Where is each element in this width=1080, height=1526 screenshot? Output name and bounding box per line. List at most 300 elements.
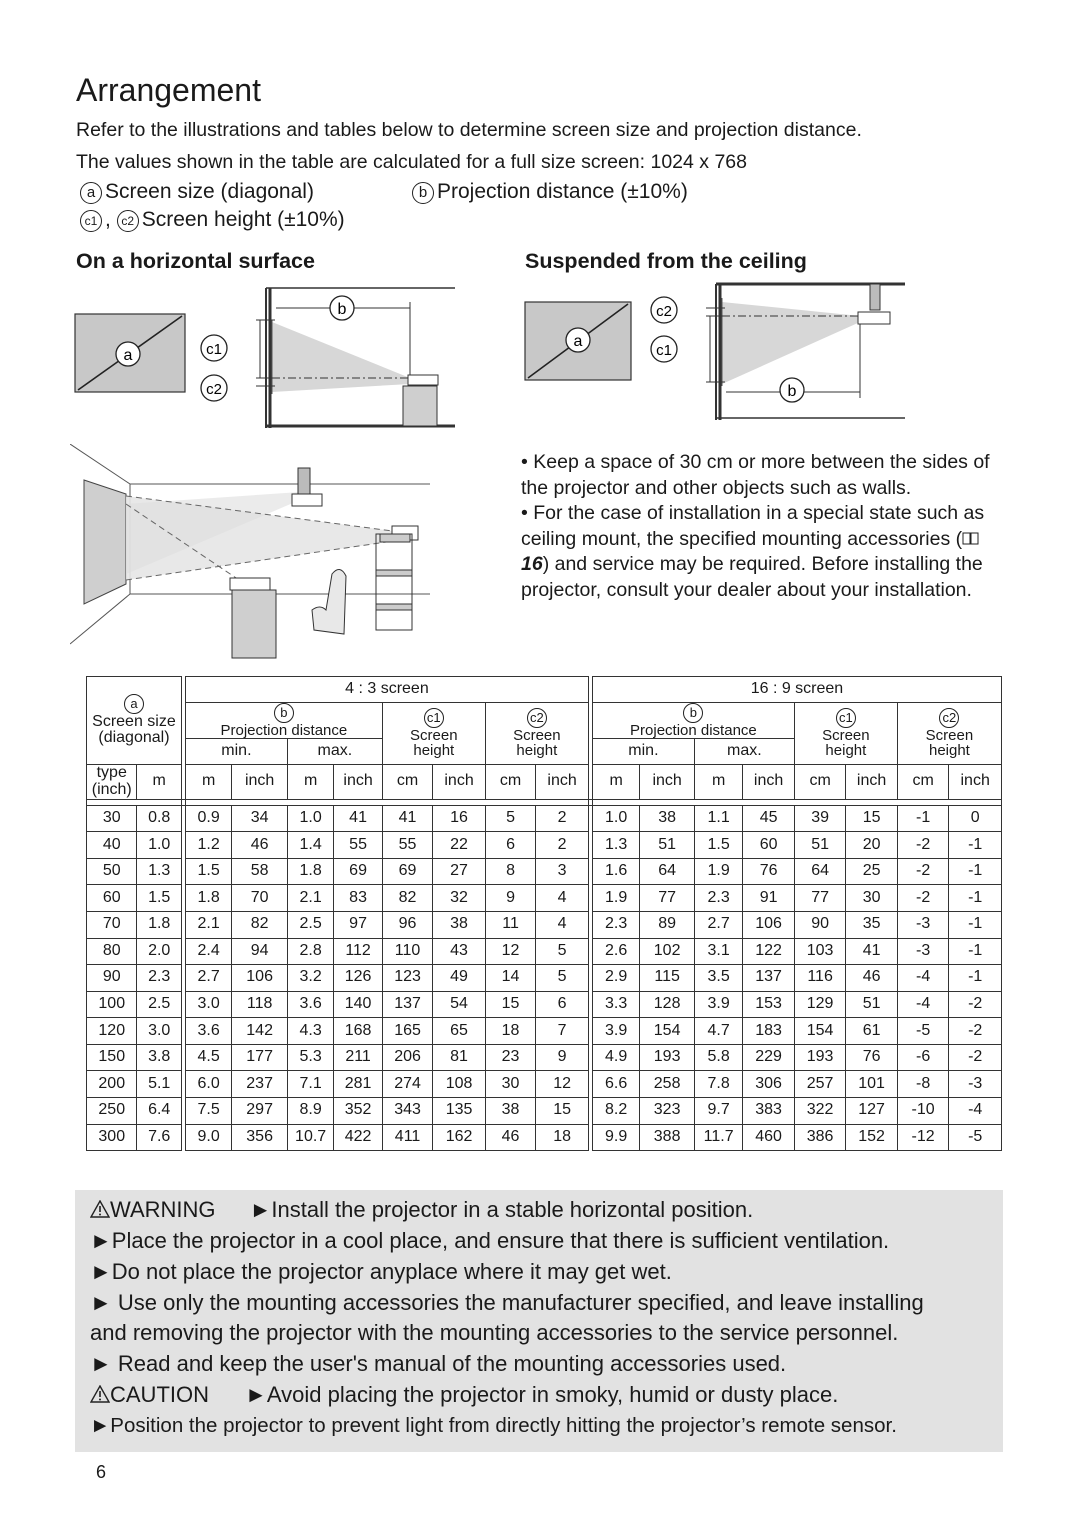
table-cell: 27 xyxy=(433,858,486,885)
table-cell: 110 xyxy=(382,938,432,965)
table-cell: 297 xyxy=(232,1098,288,1125)
table-cell: 82 xyxy=(232,911,288,938)
table-cell: 4 xyxy=(536,911,589,938)
table-cell: 411 xyxy=(382,1124,432,1151)
table-cell: 76 xyxy=(846,1044,898,1071)
legend-c-text: Screen height (±10%) xyxy=(141,208,345,231)
table-cell: -1 xyxy=(949,858,1002,885)
table-cell: 9.0 xyxy=(185,1124,231,1151)
table-row xyxy=(87,1018,1002,1045)
table-body xyxy=(87,805,1002,1151)
table-cell: 38 xyxy=(433,911,486,938)
table-cell: 116 xyxy=(794,965,846,992)
table-cell: 51 xyxy=(794,832,846,859)
legend-a-key: a xyxy=(80,182,102,204)
table-cell: 122 xyxy=(743,938,795,965)
table-cell: 30 xyxy=(846,885,898,912)
table-cell: 100 xyxy=(87,991,137,1018)
table-cell: 257 xyxy=(794,1071,846,1098)
table-cell: 352 xyxy=(334,1098,382,1125)
table-cell: 65 xyxy=(433,1018,486,1045)
table-cell: 69 xyxy=(334,858,382,885)
table-cell: 60 xyxy=(87,885,137,912)
table-cell: 82 xyxy=(382,885,432,912)
legend-b-key: b xyxy=(412,182,434,204)
book-icon xyxy=(962,531,980,547)
table-cell: 9.9 xyxy=(592,1124,639,1151)
table-cell: 90 xyxy=(794,911,846,938)
table-cell: 2.5 xyxy=(137,991,181,1018)
table-cell: -2 xyxy=(897,858,949,885)
table-cell: 39 xyxy=(794,805,846,832)
table-cell: -2 xyxy=(949,991,1002,1018)
table-cell: 153 xyxy=(743,991,795,1018)
table-cell: 281 xyxy=(334,1071,382,1098)
warning-icon xyxy=(90,1200,110,1218)
legend-b-text: Projection distance (±10%) xyxy=(437,180,688,203)
table-cell: 120 xyxy=(87,1018,137,1045)
table-cell: 128 xyxy=(640,991,695,1018)
legend-c-sep: , xyxy=(105,208,111,231)
table-cell: 12 xyxy=(485,938,535,965)
table-cell: 103 xyxy=(794,938,846,965)
table-cell: 108 xyxy=(433,1071,486,1098)
table-cell: -1 xyxy=(949,911,1002,938)
table-cell: 1.5 xyxy=(137,885,181,912)
table-cell: 64 xyxy=(640,858,695,885)
table-cell: 54 xyxy=(433,991,486,1018)
table-cell: 3.9 xyxy=(694,991,742,1018)
legend-a xyxy=(80,180,314,204)
caution-line-2: ►Position the projector to prevent light from directly hitting the projector’s remote sensor. xyxy=(90,1414,897,1437)
table-cell: 41 xyxy=(334,805,382,832)
table-cell: 152 xyxy=(846,1124,898,1151)
table-cell: 51 xyxy=(640,832,695,859)
legend-a-text: Screen size (diagonal) xyxy=(105,180,314,203)
table-cell: 322 xyxy=(794,1098,846,1125)
diagram-label-c2: c2 xyxy=(206,381,222,398)
ceiling-diagram xyxy=(520,278,920,428)
table-cell: 1.9 xyxy=(592,885,639,912)
table-row xyxy=(87,858,1002,885)
table-cell: 1.3 xyxy=(137,858,181,885)
diagram-ceiling-label-c2: c2 xyxy=(656,303,672,320)
table-cell: -5 xyxy=(949,1124,1002,1151)
table-cell: 106 xyxy=(232,965,288,992)
table-cell: 5.1 xyxy=(137,1071,181,1098)
table-cell: 1.2 xyxy=(185,832,231,859)
intro-line-2: The values shown in the table are calculated for a full size screen: 1024 x 768 xyxy=(76,151,747,173)
table-cell: 237 xyxy=(232,1071,288,1098)
page-number: 6 xyxy=(96,1462,107,1482)
table-cell: 46 xyxy=(232,832,288,859)
table-cell: 356 xyxy=(232,1124,288,1151)
table-cell: 6 xyxy=(536,991,589,1018)
screen-size-illustration xyxy=(75,314,185,392)
table-cell: 2.7 xyxy=(694,911,742,938)
table-cell: -1 xyxy=(897,805,949,832)
table-cell: 300 xyxy=(87,1124,137,1151)
diagram-ceiling-label-b: b xyxy=(787,383,797,400)
table-cell: 3.9 xyxy=(592,1018,639,1045)
warning-line-2: ►Place the projector in a cool place, and ensure that there is sufficient ventilation. xyxy=(90,1228,890,1253)
table-cell: 2.3 xyxy=(592,911,639,938)
table-cell: 2.9 xyxy=(592,965,639,992)
table-cell: 60 xyxy=(743,832,795,859)
table-cell: 96 xyxy=(382,911,432,938)
table-cell: 20 xyxy=(846,832,898,859)
table-cell: -5 xyxy=(897,1018,949,1045)
table-cell: 70 xyxy=(87,911,137,938)
table-cell: 137 xyxy=(743,965,795,992)
diagram-label-a: a xyxy=(123,347,133,364)
table-cell: -1 xyxy=(949,965,1002,992)
table-cell: 5.3 xyxy=(287,1044,333,1071)
diagram-ceiling-label-a: a xyxy=(573,333,583,350)
table-cell: 3.0 xyxy=(137,1018,181,1045)
table-cell: 61 xyxy=(846,1018,898,1045)
table-row xyxy=(87,805,1002,832)
table-cell: 137 xyxy=(382,991,432,1018)
table-cell: 1.8 xyxy=(287,858,333,885)
legend-b xyxy=(412,180,688,204)
warning-line-3: ►Do not place the projector anyplace where it may get wet. xyxy=(90,1259,672,1284)
table-cell: -2 xyxy=(949,1018,1002,1045)
table-cell: 3.0 xyxy=(185,991,231,1018)
page-reference[interactable]: 16 xyxy=(521,553,543,575)
table-cell: 102 xyxy=(640,938,695,965)
table-cell: -1 xyxy=(949,938,1002,965)
table-cell: 5 xyxy=(485,805,535,832)
table-cell: 30 xyxy=(87,805,137,832)
table-cell: 12 xyxy=(536,1071,589,1098)
table-cell: 8 xyxy=(485,858,535,885)
table-cell: -2 xyxy=(897,832,949,859)
table-cell: 2.3 xyxy=(137,965,181,992)
table-cell: 55 xyxy=(334,832,382,859)
table-row xyxy=(87,965,1002,992)
table-cell: 9 xyxy=(485,885,535,912)
table-cell: 77 xyxy=(640,885,695,912)
screen-size-illustration-ceiling xyxy=(525,302,631,380)
table-cell: 18 xyxy=(536,1124,589,1151)
warning-line-1: WARNING ►Install the projector in a stable horizontal position. xyxy=(90,1197,753,1223)
table-cell: 1.6 xyxy=(592,858,639,885)
table-cell: 81 xyxy=(433,1044,486,1071)
table-cell: 1.0 xyxy=(287,805,333,832)
table-row xyxy=(87,885,1002,912)
header-169-screen: 16 : 9 screen xyxy=(592,677,1001,703)
table-cell: 4.3 xyxy=(287,1018,333,1045)
table-row xyxy=(87,991,1002,1018)
heading-horizontal: On a horizontal surface xyxy=(76,249,315,273)
table-cell: 150 xyxy=(87,1044,137,1071)
intro-line-1: Refer to the illustrations and tables below to determine screen size and projection distance. xyxy=(76,119,862,141)
table-cell: 3.6 xyxy=(185,1018,231,1045)
table-cell: 15 xyxy=(536,1098,589,1125)
warning-box xyxy=(75,1190,1003,1452)
table-cell: 18 xyxy=(485,1018,535,1045)
table-cell: 69 xyxy=(382,858,432,885)
table-cell: 8.2 xyxy=(592,1098,639,1125)
table-cell: 55 xyxy=(382,832,432,859)
table-cell: 126 xyxy=(334,965,382,992)
table-cell: 460 xyxy=(743,1124,795,1151)
caution-icon xyxy=(90,1385,110,1403)
table-cell: -2 xyxy=(949,1044,1002,1071)
table-cell: 11.7 xyxy=(694,1124,742,1151)
table-cell: 45 xyxy=(743,805,795,832)
table-cell: 1.9 xyxy=(694,858,742,885)
table-cell: 34 xyxy=(232,805,288,832)
table-cell: 4 xyxy=(536,885,589,912)
table-cell: 1.8 xyxy=(137,911,181,938)
room-illustration xyxy=(70,444,430,670)
screen-size-header: a Screen size (diagonal) xyxy=(87,677,182,765)
table-cell: -1 xyxy=(949,885,1002,912)
table-cell: 386 xyxy=(794,1124,846,1151)
table-cell: -3 xyxy=(897,938,949,965)
table-cell: 89 xyxy=(640,911,695,938)
table-cell: 0.9 xyxy=(185,805,231,832)
table-row xyxy=(87,938,1002,965)
table-cell: 2.5 xyxy=(287,911,333,938)
legend-c xyxy=(80,208,345,232)
warning-line-4b: and removing the projector with the mounting accessories to the service personnel. xyxy=(90,1320,899,1345)
table-row xyxy=(87,1124,1002,1151)
table-cell: 0 xyxy=(949,805,1002,832)
table-cell: 15 xyxy=(846,805,898,832)
table-cell: 206 xyxy=(382,1044,432,1071)
note-bullet-2: • For the case of installation in a special state such as ceiling mount, the specified mounting accessories (16) and service may be required. Before installing the projector, consult your dealer about your installation. xyxy=(521,502,985,601)
table-cell: -3 xyxy=(897,911,949,938)
table-cell: -1 xyxy=(949,832,1002,859)
table-cell: -12 xyxy=(897,1124,949,1151)
table-cell: -4 xyxy=(897,991,949,1018)
table-cell: 4.7 xyxy=(694,1018,742,1045)
caution-line-1: CAUTION ►Avoid placing the projector in smoky, humid or dusty place. xyxy=(90,1382,838,1408)
table-cell: 422 xyxy=(334,1124,382,1151)
table-cell: 32 xyxy=(433,885,486,912)
table-cell: 129 xyxy=(794,991,846,1018)
table-cell: 2.7 xyxy=(185,965,231,992)
table-cell: -2 xyxy=(897,885,949,912)
warning-line-5: ► Read and keep the user's manual of the mounting accessories used. xyxy=(90,1351,787,1376)
table-cell: 3.6 xyxy=(287,991,333,1018)
warning-line-4a: ► Use only the mounting accessories the manufacturer specified, and leave installing xyxy=(90,1290,924,1315)
table-cell: 165 xyxy=(382,1018,432,1045)
table-cell: 1.0 xyxy=(137,832,181,859)
table-cell: 7.1 xyxy=(287,1071,333,1098)
table-cell: 4.9 xyxy=(592,1044,639,1071)
table-cell: 2.0 xyxy=(137,938,181,965)
table-cell: 193 xyxy=(640,1044,695,1071)
diagram-label-c1: c1 xyxy=(206,341,222,358)
table-cell: 77 xyxy=(794,885,846,912)
table-cell: 250 xyxy=(87,1098,137,1125)
table-cell: 80 xyxy=(87,938,137,965)
table-cell: 5 xyxy=(536,965,589,992)
table-cell: 1.5 xyxy=(185,858,231,885)
table-cell: 101 xyxy=(846,1071,898,1098)
table-cell: 2 xyxy=(536,805,589,832)
table-cell: 40 xyxy=(87,832,137,859)
caution-label: CAUTION xyxy=(110,1382,209,1407)
table-cell: 154 xyxy=(640,1018,695,1045)
table-cell: 211 xyxy=(334,1044,382,1071)
table-cell: 51 xyxy=(846,991,898,1018)
table-cell: 23 xyxy=(485,1044,535,1071)
table-cell: 64 xyxy=(794,858,846,885)
table-cell: 123 xyxy=(382,965,432,992)
table-cell: 274 xyxy=(382,1071,432,1098)
table-cell: 2.8 xyxy=(287,938,333,965)
header-43-screen: 4 : 3 screen xyxy=(185,677,588,703)
table-cell: 9 xyxy=(536,1044,589,1071)
table-cell: 193 xyxy=(794,1044,846,1071)
table-cell: 343 xyxy=(382,1098,432,1125)
table-cell: 76 xyxy=(743,858,795,885)
page-title: Arrangement xyxy=(76,72,261,108)
table-cell: 22 xyxy=(433,832,486,859)
table-cell: 2.1 xyxy=(185,911,231,938)
table-cell: 112 xyxy=(334,938,382,965)
table-cell: 127 xyxy=(846,1098,898,1125)
table-cell: 35 xyxy=(846,911,898,938)
table-cell: 97 xyxy=(334,911,382,938)
table-cell: 3.5 xyxy=(694,965,742,992)
legend-c2-key: c2 xyxy=(117,210,139,232)
table-cell: 154 xyxy=(794,1018,846,1045)
table-cell: 383 xyxy=(743,1098,795,1125)
table-cell: 1.3 xyxy=(592,832,639,859)
table-cell: 43 xyxy=(433,938,486,965)
table-cell: 3 xyxy=(536,858,589,885)
table-cell: 3.2 xyxy=(287,965,333,992)
legend-c1-key: c1 xyxy=(80,210,102,232)
table-cell: 2 xyxy=(536,832,589,859)
table-cell: 142 xyxy=(232,1018,288,1045)
table-cell: 7.6 xyxy=(137,1124,181,1151)
table-cell: 2.4 xyxy=(185,938,231,965)
table-cell: 14 xyxy=(485,965,535,992)
table-row xyxy=(87,1071,1002,1098)
projection-table: a Screen size (diagonal) 4 : 3 screen 16 : 9 screen b Projection distance c1 Screen height c2 Screen height b Projection distance c1 Screen height c2 Screen height min. max. min. max. type (inch) m m inch m inch cm inch cm inch m inch m inch cm inch cm inch 30 0.8 0.9 34 1.0 41 41 16 5 2 1.0 38 1.1 45 39 15 -1 0 40 1.0 1.2 46 1.4 55 55 22 6 2 1.3 51 1.5 60 51 20 -2 -1 50 1.3 1.5 58 1.8 69 69 27 8 3 1.6 64 1.9 76 64 25 -2 -1 60 1.5 1.8 70 2.1 83 82 32 9 4 1.9 77 2.3 91 77 30 -2 -1 70 1.8 2.1 82 2.5 97 96 38 11 4 2.3 89 2.7 106 90 35 -3 -1 80 2.0 2.4 94 2.8 112 110 43 12 5 2.6 102 3.1 122 103 41 -3 -1 90 2.3 2.7 106 3.2 126 123 49 14 5 2.9 115 3.5 137 116 46 -4 -1 100 2.5 3.0 118 3.6 140 137 54 15 6 3.3 128 3.9 153 129 51 -4 -2 120 3.0 3.6 142 4.3 168 165 65 18 7 3.9 154 4.7 183 154 61 -5 -2 150 3.8 4.5 177 5.3 211 206 81 23 9 4.9 193 5.8 229 193 76 -6 -2 200 5.1 6.0 237 7.1 281 274 108 30 12 6.6 258 7.8 306 257 101 -8 -3 250 6.4 7.5 297 8.9 352 343 135 38 15 8.2 323 9.7 383 322 127 -10 -4 300 7.6 9.0 356 10.7 422 411 162 46 18 9.9 388 11.7 460 386 152 -12 -5 xyxy=(86,676,1002,1151)
table-cell: 70 xyxy=(232,885,288,912)
table-cell: 115 xyxy=(640,965,695,992)
table-row xyxy=(87,1098,1002,1125)
table-row xyxy=(87,1044,1002,1071)
table-cell: 1.1 xyxy=(694,805,742,832)
table-cell: 162 xyxy=(433,1124,486,1151)
table-cell: -8 xyxy=(897,1071,949,1098)
table-cell: 25 xyxy=(846,858,898,885)
table-cell: -4 xyxy=(949,1098,1002,1125)
table-cell: 91 xyxy=(743,885,795,912)
table-cell: 7 xyxy=(536,1018,589,1045)
warning-label: WARNING xyxy=(110,1197,216,1222)
table-cell: 83 xyxy=(334,885,382,912)
table-cell: 388 xyxy=(640,1124,695,1151)
table-cell: 306 xyxy=(743,1071,795,1098)
table-cell: 323 xyxy=(640,1098,695,1125)
table-cell: 6.0 xyxy=(185,1071,231,1098)
heading-ceiling: Suspended from the ceiling xyxy=(525,249,807,273)
table-cell: 6.6 xyxy=(592,1071,639,1098)
table-cell: 16 xyxy=(433,805,486,832)
table-cell: 90 xyxy=(87,965,137,992)
table-cell: -4 xyxy=(897,965,949,992)
table-cell: 7.8 xyxy=(694,1071,742,1098)
table-cell: 3.8 xyxy=(137,1044,181,1071)
table-cell: 7.5 xyxy=(185,1098,231,1125)
table-cell: 3.3 xyxy=(592,991,639,1018)
table-cell: 38 xyxy=(640,805,695,832)
table-cell: 6 xyxy=(485,832,535,859)
horizontal-diagram xyxy=(70,282,470,432)
table-cell: 168 xyxy=(334,1018,382,1045)
diagram-label-b: b xyxy=(337,301,347,318)
table-cell: 46 xyxy=(485,1124,535,1151)
table-cell: 200 xyxy=(87,1071,137,1098)
table-cell: 183 xyxy=(743,1018,795,1045)
table-cell: 49 xyxy=(433,965,486,992)
table-cell: 41 xyxy=(846,938,898,965)
table-cell: -6 xyxy=(897,1044,949,1071)
table-cell: 41 xyxy=(382,805,432,832)
table-cell: 58 xyxy=(232,858,288,885)
table-cell: 106 xyxy=(743,911,795,938)
table-cell: 177 xyxy=(232,1044,288,1071)
table-cell: 4.5 xyxy=(185,1044,231,1071)
table-row xyxy=(87,832,1002,859)
table-row xyxy=(87,911,1002,938)
table-cell: 5 xyxy=(536,938,589,965)
table-cell: 2.3 xyxy=(694,885,742,912)
table-cell: 135 xyxy=(433,1098,486,1125)
table-cell: 50 xyxy=(87,858,137,885)
table-cell: 118 xyxy=(232,991,288,1018)
table-cell: 10.7 xyxy=(287,1124,333,1151)
table-cell: 1.8 xyxy=(185,885,231,912)
table-cell: 140 xyxy=(334,991,382,1018)
table-cell: -10 xyxy=(897,1098,949,1125)
table-cell: -3 xyxy=(949,1071,1002,1098)
table-cell: 9.7 xyxy=(694,1098,742,1125)
table-cell: 94 xyxy=(232,938,288,965)
table-cell: 2.6 xyxy=(592,938,639,965)
table-cell: 8.9 xyxy=(287,1098,333,1125)
table-cell: 46 xyxy=(846,965,898,992)
table-cell: 1.5 xyxy=(694,832,742,859)
table-cell: 5.8 xyxy=(694,1044,742,1071)
table-cell: 2.1 xyxy=(287,885,333,912)
installation-notes xyxy=(521,450,1001,603)
note-bullet-1: • Keep a space of 30 cm or more between the sides of the projector and other objects such as walls. xyxy=(521,451,990,499)
table-cell: 258 xyxy=(640,1071,695,1098)
table-cell: 0.8 xyxy=(137,805,181,832)
table-cell: 1.0 xyxy=(592,805,639,832)
table-cell: 30 xyxy=(485,1071,535,1098)
table-cell: 6.4 xyxy=(137,1098,181,1125)
table-cell: 11 xyxy=(485,911,535,938)
table-cell: 1.4 xyxy=(287,832,333,859)
diagram-ceiling-label-c1: c1 xyxy=(656,342,672,359)
table-cell: 229 xyxy=(743,1044,795,1071)
table-cell: 38 xyxy=(485,1098,535,1125)
table-cell: 15 xyxy=(485,991,535,1018)
table-cell: 3.1 xyxy=(694,938,742,965)
